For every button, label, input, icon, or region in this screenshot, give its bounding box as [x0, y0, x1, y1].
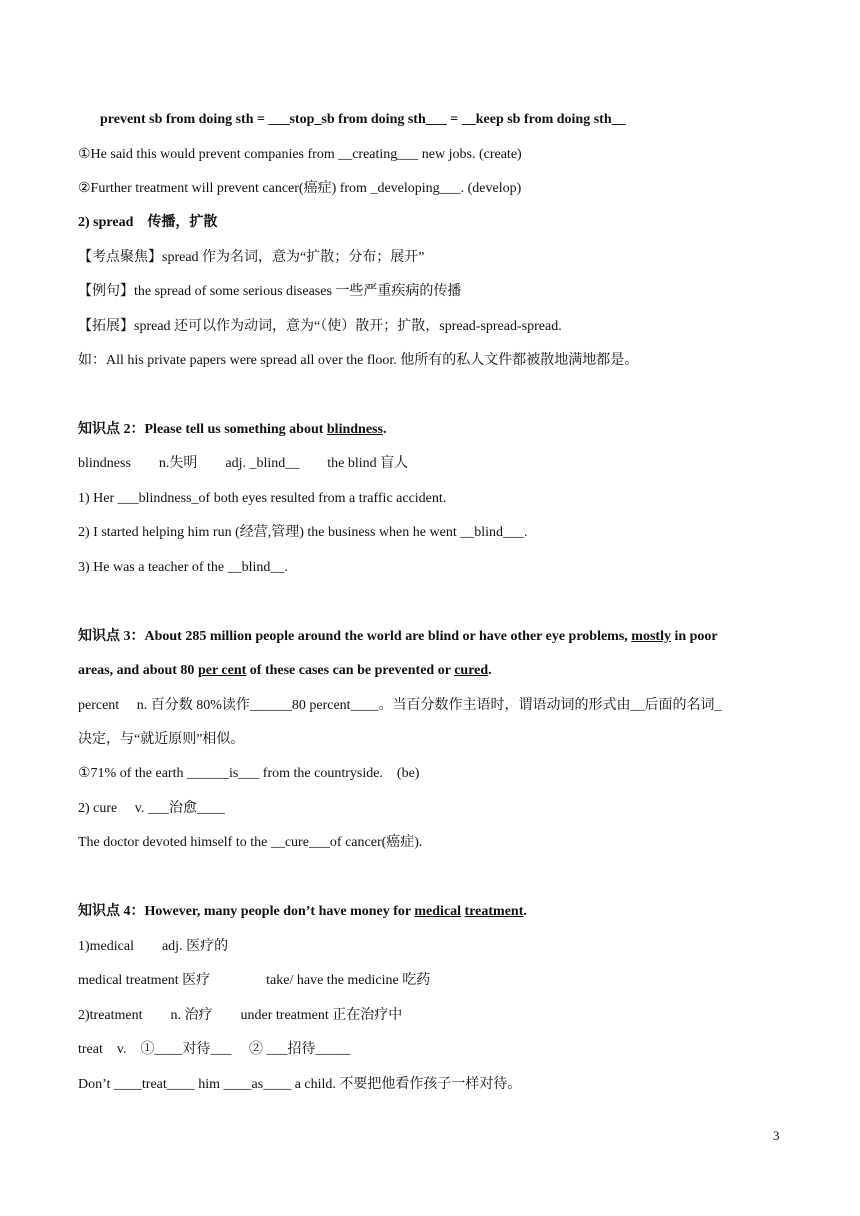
example-spread: 如：All his private papers were spread all over the floor. 他所有的私人文件都被散地满地都是。	[78, 353, 639, 368]
blindness-example-3: 3) He was a teacher of the __blind__.	[78, 560, 288, 575]
kp4-underlined-treatment: treatment	[464, 904, 524, 919]
treat-definition: treat v. ①____对待___ ② ___招待_____	[78, 1042, 351, 1057]
knowledge-point-4	[78, 902, 800, 922]
heading-spread: 2) spread 传播，扩散	[78, 215, 218, 230]
blindness-forms: blindness n.失明 adj. _blind__ the blind 盲人	[78, 456, 409, 471]
kp2-text: 知识点 2：Please tell us something about	[78, 422, 327, 437]
kp4-period: .	[523, 904, 527, 919]
kp3-text-c: areas, and about 80	[78, 663, 198, 678]
percent-example: ①71% of the earth ______is___ from the countryside. (be)	[78, 766, 420, 781]
knowledge-point-2	[78, 420, 800, 440]
treatment-definition: 2)treatment n. 治疗 under treatment 正在治疗中	[78, 1008, 403, 1023]
cure-example: The doctor devoted himself to the __cure___of cancer(癌症).	[78, 835, 423, 850]
example-sentence-2: ②Further treatment will prevent cancer(癌症) from _developing___. (develop)	[78, 181, 522, 196]
knowledge-point-3-line-2	[78, 661, 800, 681]
kp4-text: 知识点 4：However, many people don’t have money for	[78, 904, 415, 919]
blindness-example-1: 1) Her ___blindness_of both eyes resulted from a traffic accident.	[78, 491, 447, 506]
cure-definition: 2) cure v. ___治愈____	[78, 801, 225, 816]
liju: 【例句】the spread of some serious diseases 一些严重疾病的传播	[78, 284, 462, 299]
kp2-period: .	[382, 422, 387, 437]
line-prevent-phrase: prevent sb from doing sth = ___stop_sb from doing sth___ = __keep sb from doing sth__	[100, 112, 626, 127]
kp3-underlined-cured: cured	[454, 663, 489, 678]
kp3-text-d: of these cases can be prevented or	[246, 663, 455, 678]
percent-note-2: 决定，与“就近原则”相似。	[78, 732, 245, 747]
kp2-underlined-blindness: blindness	[326, 422, 383, 437]
example-sentence-1: ①He said this would prevent companies from __creating___ new jobs. (create)	[78, 147, 522, 162]
knowledge-point-3-line-1	[78, 627, 800, 647]
kp3-period: .	[488, 663, 492, 678]
kaodian-juju: 【考点聚焦】spread 作为名词，意为“扩散；分布；展开”	[78, 250, 425, 265]
kp3-text-b: in poor	[670, 629, 718, 644]
page-number: 3	[773, 1128, 780, 1143]
kp4-underlined-medical: medical	[414, 904, 462, 919]
medical-phrases: medical treatment 医疗 take/ have the medicine 吃药	[78, 973, 431, 988]
kp3-underlined-per-cent: per cent	[197, 663, 247, 678]
treat-example: Don’t ____treat____ him ____as____ a child. 不要把他看作孩子一样对待。	[78, 1077, 522, 1092]
medical-definition: 1)medical adj. 医疗的	[78, 939, 229, 954]
kp3-text-a: 知识点 3：About 285 million people around the world are blind or have other eye problems,	[78, 629, 632, 644]
kp3-underlined-mostly: mostly	[631, 629, 671, 644]
percent-note-1: percent n. 百分数 80%读作______80 percent____。当百分数作主语时，谓语动词的形式由__后面的名词_	[78, 698, 722, 713]
tuozhan: 【拓展】spread 还可以作为动词，意为“（使）散开；扩散，spread-spread-spread.	[78, 319, 562, 334]
blindness-example-2: 2) I started helping him run (经营,管理) the business when he went __blind___.	[78, 525, 528, 540]
